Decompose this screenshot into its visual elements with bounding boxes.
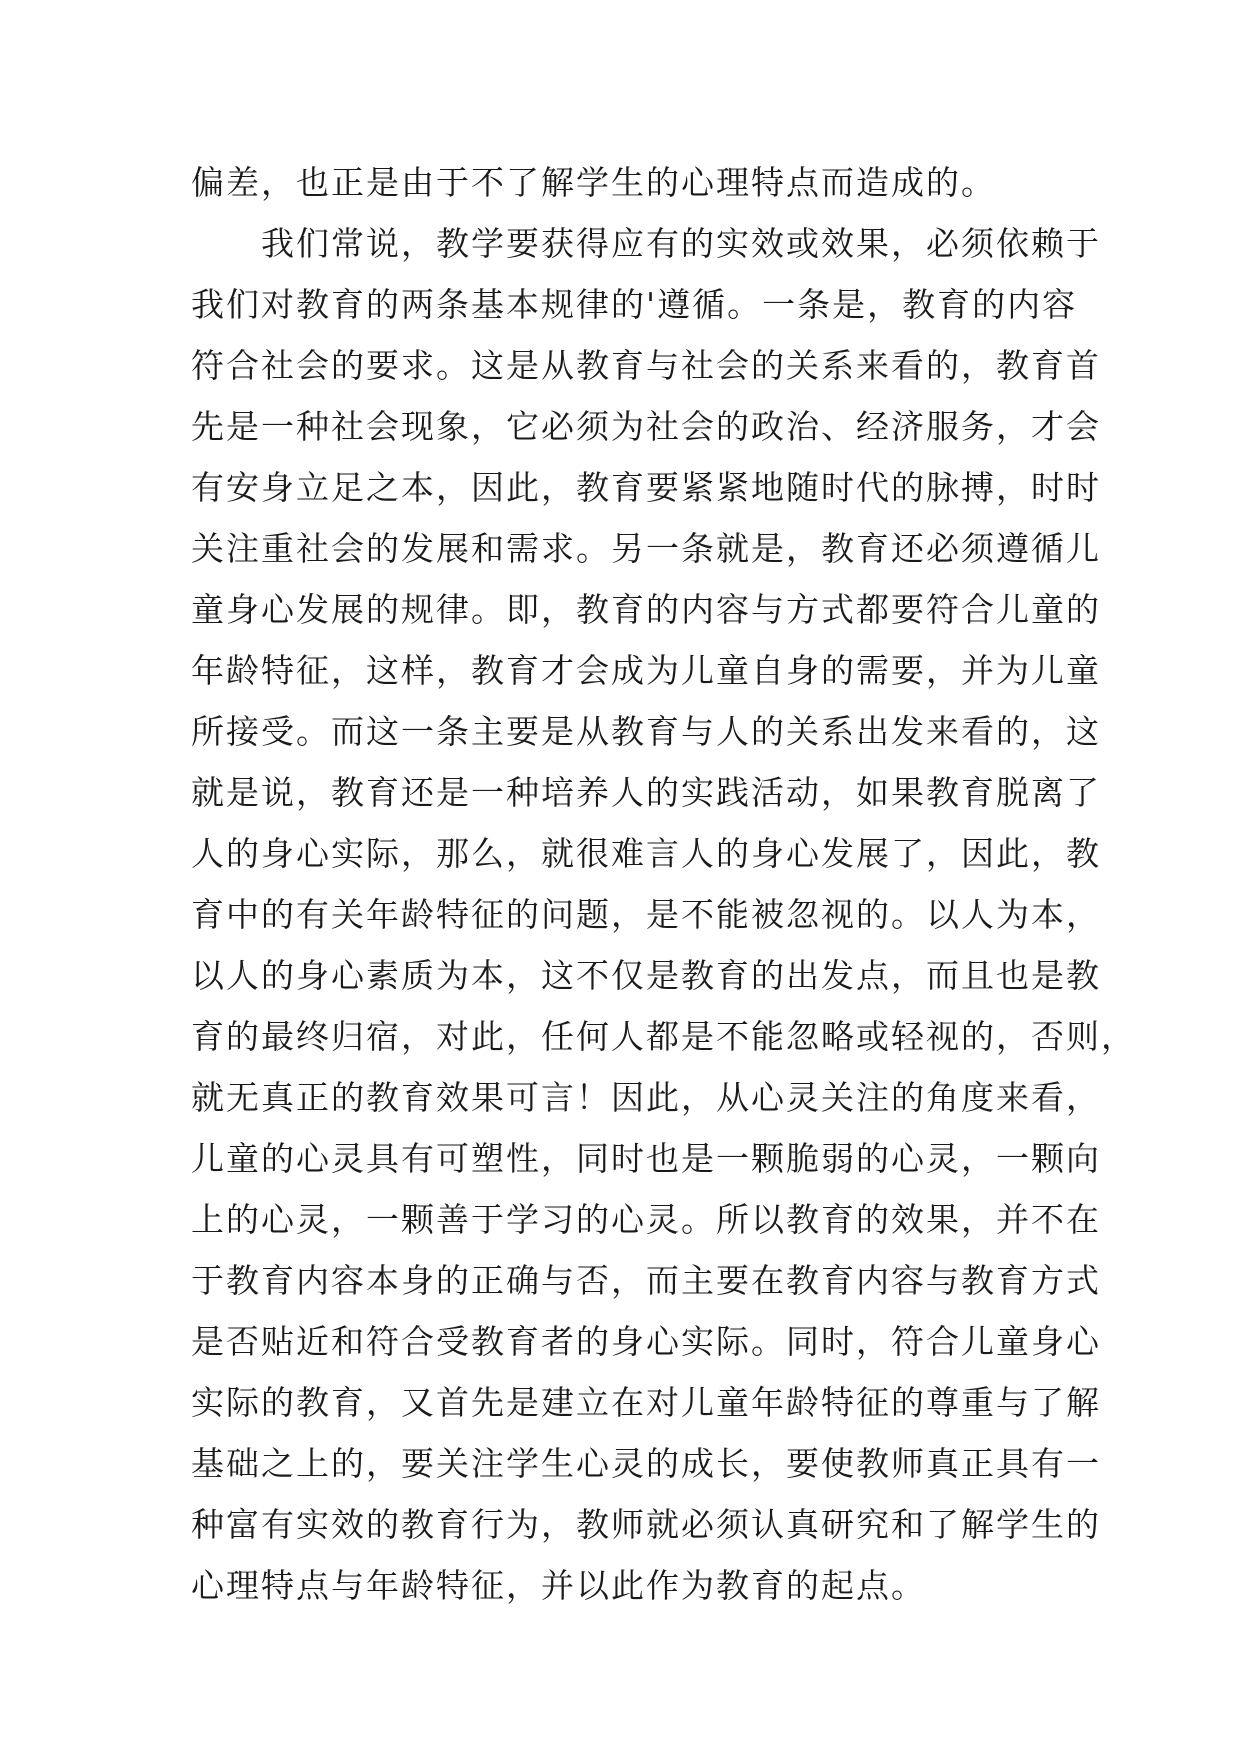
text-line: 就无真正的教育效果可言！因此，从心灵关注的角度来看， [191,1078,1101,1117]
text-line: 种富有实效的教育行为，教师就必须认真研究和了解学生的 [191,1505,1101,1544]
text-line: 我们对教育的两条基本规律的'遵循。一条是，教育的内容 [191,285,1078,324]
text-line: 于教育内容本身的正确与否，而主要在教育内容与教育方式 [191,1261,1101,1300]
text-line: 实际的教育，又首先是建立在对儿童年龄特征的尊重与了解 [191,1383,1101,1422]
text-line: 符合社会的要求。这是从教育与社会的关系来看的，教育首 [191,346,1101,385]
text-line: 有安身立足之本，因此，教育要紧紧地随时代的脉搏，时时 [191,468,1101,507]
text-line: 人的身心实际，那么，就很难言人的身心发展了，因此，教 [191,834,1101,873]
text-line: 儿童的心灵具有可塑性，同时也是一颗脆弱的心灵，一颗向 [191,1139,1101,1178]
text-line: 年龄特征，这样，教育才会成为儿童自身的需要，并为儿童 [191,651,1101,690]
text-line: 上的心灵，一颗善于学习的心灵。所以教育的效果，并不在 [191,1200,1101,1239]
text-line: 心理特点与年龄特征，并以此作为教育的起点。 [191,1566,926,1605]
text-line: 偏差，也正是由于不了解学生的心理特点而造成的。 [191,163,996,202]
text-line: 是否贴近和符合受教育者的身心实际。同时，符合儿童身心 [191,1322,1101,1361]
text-line: 基础之上的，要关注学生心灵的成长，要使教师真正具有一 [191,1444,1101,1483]
text-line: 育的最终归宿，对此，任何人都是不能忽略或轻视的，否则， [191,1017,1136,1056]
text-line: 就是说，教育还是一种培养人的实践活动，如果教育脱离了 [191,773,1101,812]
text-line: 以人的身心素质为本，这不仅是教育的出发点，而且也是教 [191,956,1101,995]
text-line: 先是一种社会现象，它必须为社会的政治、经济服务，才会 [191,407,1101,446]
text-line: 所接受。而这一条主要是从教育与人的关系出发来看的，这 [191,712,1101,751]
body-text [191,152,1136,1616]
text-line: 育中的有关年龄特征的问题，是不能被忽视的。以人为本， [191,895,1101,934]
text-line: 童身心发展的规律。即，教育的内容与方式都要符合儿童的 [191,590,1101,629]
text-line: 我们常说，教学要获得应有的实效或效果，必须依赖于 [191,224,1101,263]
text-line: 关注重社会的发展和需求。另一条就是，教育还必须遵循儿 [191,529,1101,568]
